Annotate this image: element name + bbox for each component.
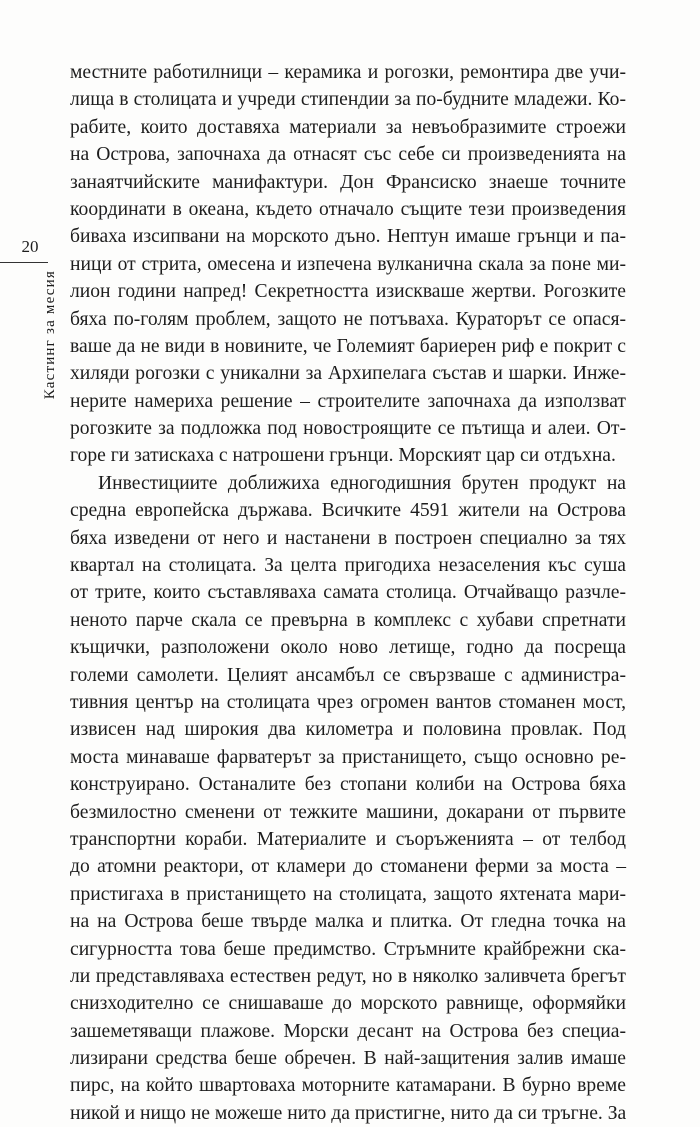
text-line: бяха по-голям проблем, защото не потъваха. Кураторът се опася- bbox=[70, 308, 626, 330]
text-line: рогозките за подложка под новостроящите се пътища и алеи. От- bbox=[70, 418, 626, 440]
text-line: рабите, които доставяха материали за невъобразимите строежи bbox=[70, 116, 626, 138]
text-line: ници от стрита, омесена и изпечена вулканична скала за поне ми- bbox=[70, 253, 626, 275]
text-line: до атомни реактори, от кламери до стоманени ферми за моста – bbox=[70, 856, 626, 878]
text-line: пристигаха в пристанището на столицата, защото яхтената мари- bbox=[70, 883, 626, 905]
text-line: ваше да не види в новините, че Големият бариерен риф е покрит с bbox=[70, 335, 626, 357]
text-line: тивния център на столицата чрез огромен вантов стоманен мост, bbox=[70, 691, 626, 713]
text-line: моста минаваше фарватерът за пристанището, също основно ре- bbox=[70, 746, 626, 768]
paragraph bbox=[70, 59, 626, 470]
text-line: къщички, разположени около ново летище, годно да посреща bbox=[70, 637, 626, 659]
text-line: транспортни кораби. Материалите и съоръженията – от телбод bbox=[70, 828, 626, 850]
text-line: неното парче скала се превърна в комплекс с хубави спретнати bbox=[70, 609, 626, 631]
text-line: горе ги затискаха с натрошени грънци. Морският цар си отдъхна. bbox=[70, 445, 616, 467]
header-rule bbox=[0, 262, 48, 263]
text-line: координати в океана, където отначало същите тези произведения bbox=[70, 198, 626, 220]
text-line: ли представляваха естествен редут, но в няколко заливчета брегът bbox=[70, 965, 626, 987]
text-line: местните работилници – керамика и рогозки, ремонтира две учи- bbox=[70, 62, 626, 83]
text-line: Инвестициите доближиха едногодишния брутен продукт на bbox=[98, 472, 626, 494]
text-line: биваха изсипвани на морското дъно. Нептун имаше грънци и па- bbox=[70, 226, 626, 248]
text-line: безмилостно сменени от тежките машини, докарани от първите bbox=[70, 801, 626, 823]
text-line: никой и нищо не можеше нито да пристигне, нито да си тръгне. За bbox=[70, 1102, 627, 1124]
text-line: лион години напред! Секретността изискваше жертви. Рогозките bbox=[70, 281, 626, 303]
text-line: големи самолети. Целият ансамбъл се свързваше с администра- bbox=[70, 664, 626, 686]
text-line: пирс, на който швартоваха моторните катамарани. В бурно време bbox=[70, 1075, 626, 1097]
text-line: извисен над широкия два километра и половина провлак. Под bbox=[70, 719, 626, 741]
text-line: занаятчийските манифактури. Дон Франсиско знаеше точните bbox=[70, 171, 626, 193]
text-line: конструирано. Останалите без стопани колиби на Острова бяха bbox=[70, 774, 626, 796]
text-line: на на Острова беше твърде малка и плитка. От гледна точка на bbox=[70, 911, 626, 933]
text-line: средна европейска държава. Всичките 4591 жители на Острова bbox=[70, 500, 626, 522]
text-line: бяха изведени от него и настанени в построен специално за тях bbox=[70, 527, 626, 549]
page-number: 20 bbox=[21, 237, 39, 256]
text-line: на Острова, започнаха да отнасят със себе си произведенията на bbox=[70, 144, 626, 166]
running-head: Кастинг за месия bbox=[42, 270, 58, 400]
text-line: лища в столицата и учреди стипендии за по-будните младежи. Ко- bbox=[70, 89, 626, 111]
text-line: квартал на столицата. За целта пригодиха незаселения къс суша bbox=[70, 555, 626, 577]
text-line: лизирани средства беше обречен. В най-защитения залив имаше bbox=[70, 1048, 626, 1070]
text-line: зашеметяващи плажове. Морски десант на Острова без специа- bbox=[70, 1020, 626, 1042]
text-line: нерите намериха решение – строителите започнаха да използват bbox=[70, 390, 626, 412]
paragraph bbox=[70, 470, 626, 1127]
text-line: хиляди рогозки с уникални за Архипелага състав и шарки. Инже- bbox=[70, 363, 626, 385]
text-line: от трите, които съставляваха самата столица. Отчайващо разчле- bbox=[70, 582, 626, 604]
text-line: сигурността това беше предимство. Стръмните крайбрежни ска- bbox=[70, 938, 626, 960]
text-line: снизходително се снишаваше до морското равнище, оформяйки bbox=[70, 993, 626, 1015]
body-text bbox=[70, 59, 626, 1127]
